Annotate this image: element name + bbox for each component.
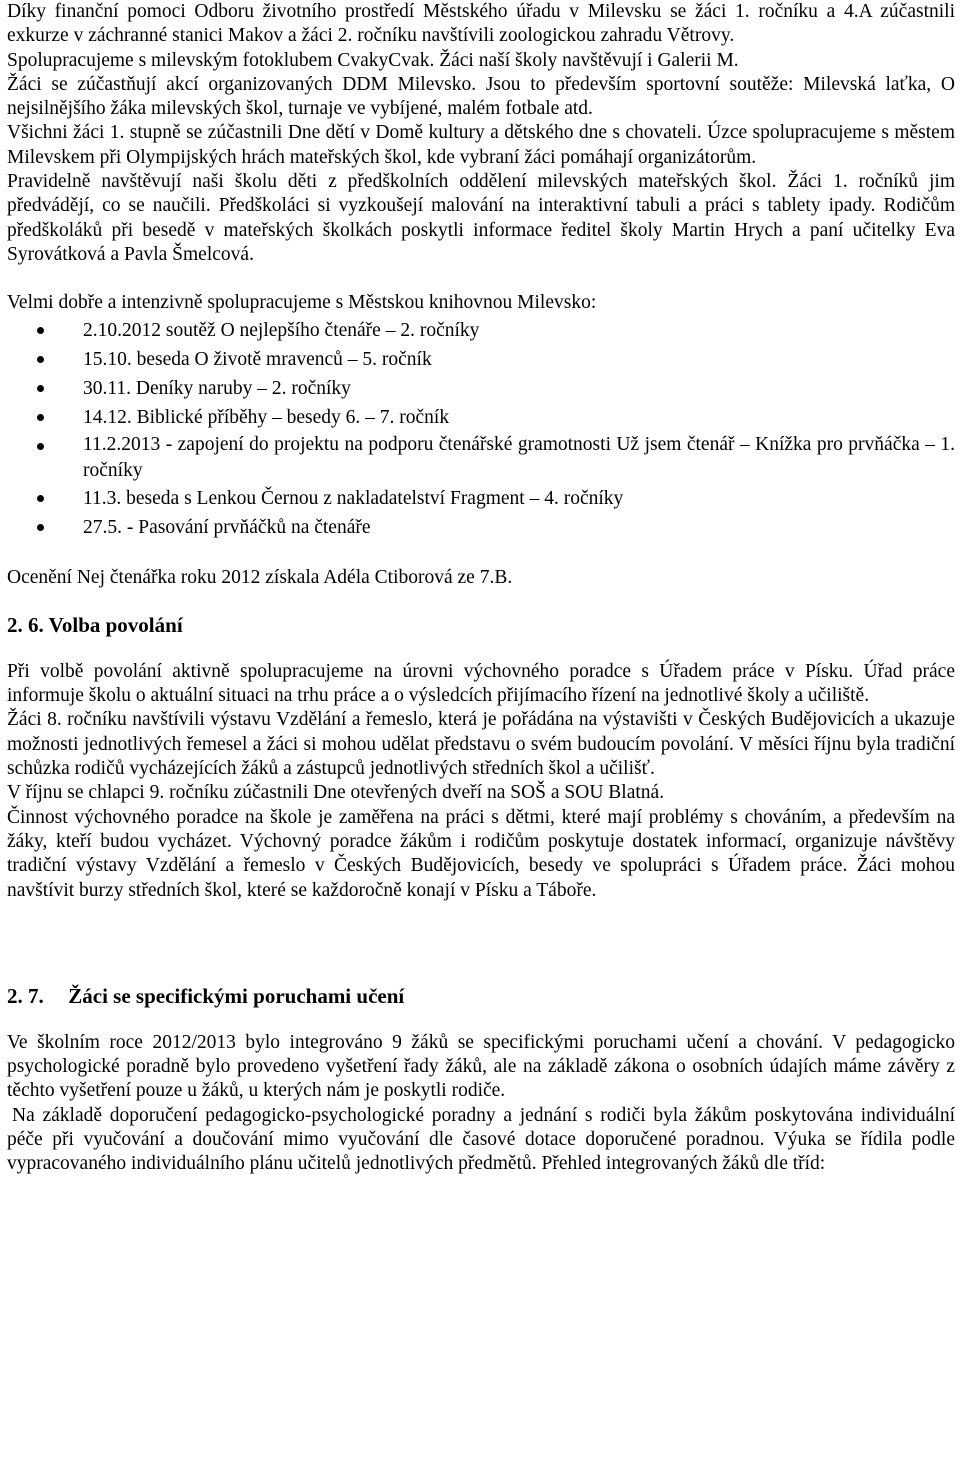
career-paragraph-open-day: V říjnu se chlapci 9. ročníku zúčastnili Dne otevřených dveří na SOŠ a SOU Blatná. — [7, 782, 665, 804]
spacer — [7, 267, 955, 291]
list-item: 27.5. - Pasování prvňáčků na čtenáře — [7, 513, 955, 542]
spld-paragraph-individual-care: Na základě doporučení pedagogicko-psychologické poradny a jednání s rodiči byla žákům poskytována individuální péče při vyučování a doučování mimo vyučování dle časové dotace doporučené poradnou. Výuka se řídila podle vypracovaného individuálního plánu učitelů jednotlivých předmětů. Přehled integrovaných žáků dle tříd: — [7, 1104, 955, 1175]
spacer — [7, 590, 955, 610]
spacer — [7, 640, 955, 660]
section-title: Žáci se specifickými poruchami učení — [68, 983, 405, 1008]
spacer — [7, 1011, 955, 1031]
section-heading-2-7 — [7, 981, 955, 1011]
list-item: 2.10.2012 soutěž O nejlepšího čtenáře – 2. ročníky — [7, 316, 955, 345]
library-events-list — [7, 316, 955, 542]
spld-paragraph-integration: Ve školním roce 2012/2013 bylo integrováno 9 žáků se specifickými poruchami učení a chování. V pedagogicko psychologické poradně bylo provedeno vyšetření řady žáků, ale na základě zákona o osobních údajích máme závěry z těchto vyšetření pouze u žáků, u kterých nám je poskytli rodiče. — [7, 1031, 955, 1102]
career-paragraph-counsellor: Činnost výchovného poradce na škole je zaměřena na práci s dětmi, které mají problémy s chováním, a především na žáky, kteří budou vycházet. Výchovný poradce žákům i rodičům poskytuje dostatek informací, organizuje návštěvy tradiční výstavy Vzdělání a řemeslo v Českých Budějovicích, besedy ve spolupráci s Úřadem práce. Žáci mohou navštívit burzy středních škol, které se každoročně konají v Písku a Táboře. — [7, 806, 955, 901]
intro-paragraph-preschool: Pravidelně navštěvují naši školu děti z předškolních oddělení milevských mateřských škol. Žáci 1. ročníků jim předvádějí, co se naučili. Předškoláci si vyzkoušejí malování na interaktivní tabuli a práci s tablety ipady. Rodičům předškoláků při besedě v mateřských školkách poskytli informace ředitel školy Martin Hrych a paní učitelky Eva Syrovátková a Pavla Šmelcová. — [7, 171, 955, 265]
section-number: 2. 7. — [7, 983, 44, 1008]
library-lead: Velmi dobře a intenzivně spolupracujeme s Městskou knihovnou Milevsko: — [7, 292, 597, 314]
career-paragraph-labour-office: Při volbě povolání aktivně spolupracujeme na úrovni výchovného poradce s Úřadem práce v Písku. Úřad práce informuje školu o aktuální situaci na trhu práce a o výsledcích přijímacího řízení na jednotlivé školy a učiliště. — [7, 660, 955, 707]
intro-paragraph-childrens-day: Všichni žáci 1. stupně se zúčastnili Dne dětí v Domě kultury a dětského dne s chovateli. Úzce spolupracujeme s městem Milevskem při Olympijských hrách mateřských škol, kde vybraní žáci pomáhají organizátorům. — [7, 122, 955, 168]
career-paragraph-exhibition: Žáci 8. ročníku navštívili výstavu Vzdělání a řemeslo, která je pořádána na výstavišti v Českých Budějovicích a ukazuje možnosti jednotlivých řemesel a žáci si mohou udělat představu o svém budoucím povolání. V měsíci říjnu byla tradiční schůzka rodičů vycházejících žáků a zástupců jednotlivých středních škol a učilišť. — [7, 709, 955, 780]
section-number: 2. 6. — [7, 612, 44, 637]
section-title: Volba povolání — [48, 612, 183, 637]
list-item: 11.2.2013 - zapojení do projektu na podporu čtenářské gramotnosti Už jsem čtenář – Knížka pro prvňáčka – 1. ročníky — [7, 432, 955, 484]
list-item: 30.11. Deníky naruby – 2. ročníky — [7, 374, 955, 403]
intro-paragraph-excursions: Díky finanční pomoci Odboru životního prostředí Městského úřadu v Milevsku se žáci 1. ročníku a 4.A zúčastnili exkurze v záchranné stanici Makov a žáci 2. ročníku navštívili zoologickou zahradu Větrovy. — [7, 1, 955, 47]
list-item: 14.12. Biblické příběhy – besedy 6. – 7. ročník — [7, 403, 955, 432]
intro-paragraph-fotoklub: Spolupracujeme s milevským fotoklubem CvakyCvak. Žáci naší školy navštěvují i Galerii M. — [7, 49, 739, 71]
spacer — [7, 542, 955, 566]
list-item: 15.10. beseda O životě mravenců – 5. ročník — [7, 345, 955, 374]
list-item: 11.3. beseda s Lenkou Černou z nakladatelství Fragment – 4. ročníky — [7, 484, 955, 513]
intro-paragraph-ddm: Žáci se zúčastňují akcí organizovaných DDM Milevsko. Jsou to především sportovní soutěže: Milevská laťka, O nejsilnějšího žáka milevských škol, turnaje ve vybíjené, malém fotbale atd. — [7, 73, 955, 120]
spacer — [7, 903, 955, 981]
library-award: Ocenění Nej čtenářka roku 2012 získala Adéla Ctiborová ze 7.B. — [7, 566, 513, 588]
section-heading-2-6 — [7, 610, 955, 640]
